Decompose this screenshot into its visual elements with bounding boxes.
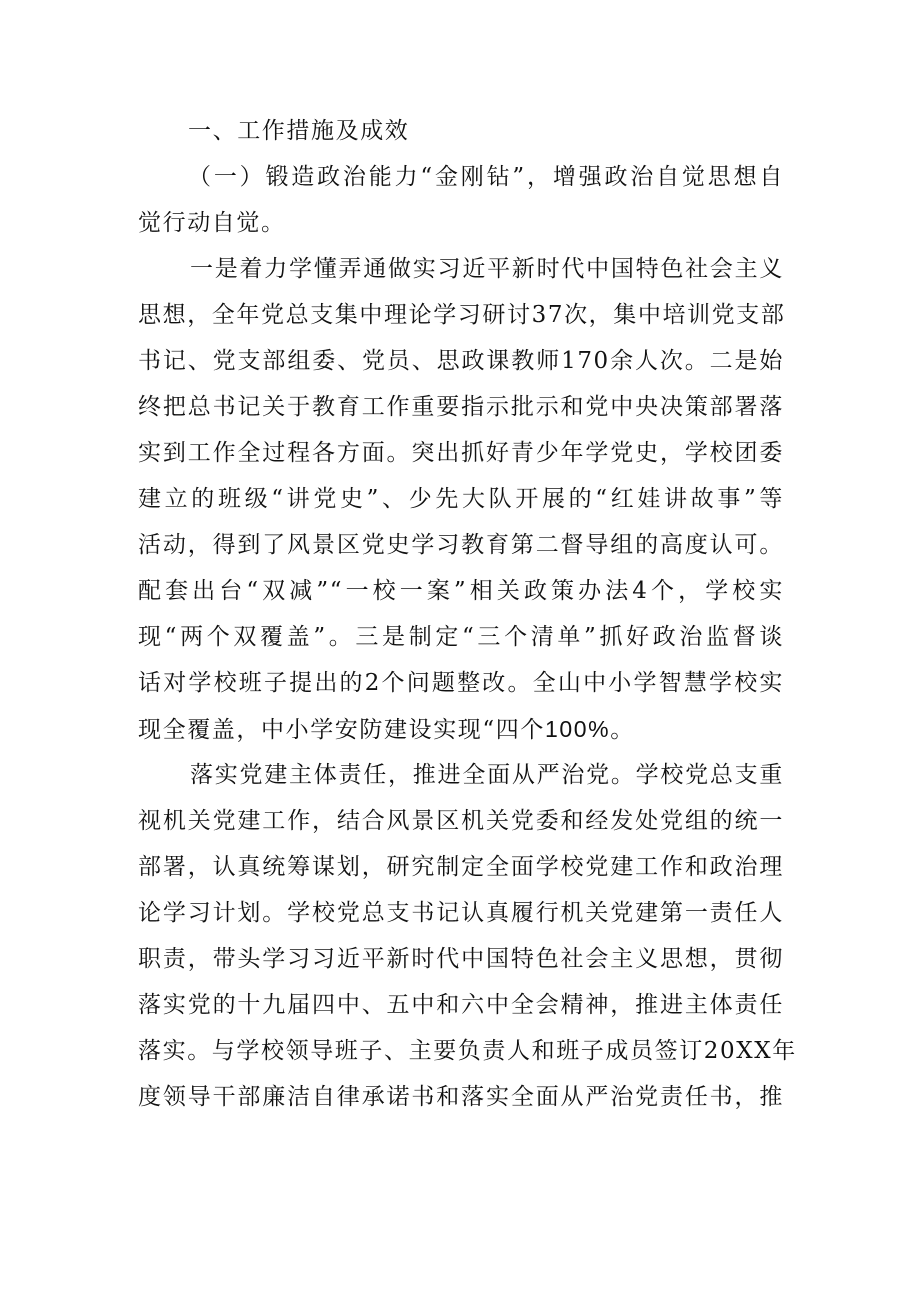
paragraph-1-last-percent: 100%。 — [544, 716, 635, 742]
paragraph-1-line-3: 书记、党支部组委、党员、思政课教师170余人次。二是始 — [138, 348, 784, 374]
paragraph-1-line-10: 话对学校班子提出的2个问题整改。全山中小学智慧学校实 — [138, 670, 784, 696]
section-heading: 一、工作措施及成效 — [188, 118, 410, 144]
paragraph-2-line-3: 部署，认真统筹谋划，研究制定全面学校党建工作和政治理 — [138, 854, 784, 880]
paragraph-1-line-7: 活动，得到了风景区党史学习教育第二督导组的高度认可。 — [138, 532, 784, 558]
paragraph-1-line-5: 实到工作全过程各方面。突出抓好青少年学党史，学校团委 — [138, 440, 784, 466]
paragraph-1-line-4: 终把总书记关于教育工作重要指示批示和党中央决策部署落 — [138, 394, 784, 420]
paragraph-1-last-text: 现全覆盖，中小学安防建设实现“四个 — [138, 717, 545, 743]
paragraph-2-line-5: 职责，带头学习习近平新时代中国特色社会主义思想，贯彻 — [138, 946, 784, 972]
paragraph-2-line-1: 落实党建主体责任，推进全面从严治党。学校党总支重 — [190, 762, 784, 788]
paragraph-2-line-6: 落实党的十九届四中、五中和六中全会精神，推进主体责任 — [138, 992, 784, 1018]
paragraph-2-line-2: 视机关党建工作，结合风景区机关党委和经发处党组的统一 — [138, 808, 784, 834]
paragraph-1-line-8: 配套出台“双减”“一校一案”相关政策办法4个，学校实 — [138, 578, 784, 604]
paragraph-1-line-1: 一是着力学懂弄通做实习近平新时代中国特色社会主义 — [190, 256, 784, 282]
paragraph-1-line-9: 现“两个双覆盖”。三是制定“三个清单”抓好政治监督谈 — [138, 624, 784, 650]
paragraph-1-line-11 — [138, 706, 784, 752]
paragraph-2-line-8: 度领导干部廉洁自律承诺书和落实全面从严治党责任书，推 — [138, 1084, 784, 1110]
subsection-heading-line-1: （一）锻造政治能力“金刚钻”，增强政治自觉思想自 — [188, 164, 784, 190]
document-body — [138, 108, 797, 1120]
paragraph-1-line-2: 思想，全年党总支集中理论学习研讨37次，集中培训党支部 — [138, 302, 786, 328]
subsection-heading-line-2: 觉行动自觉。 — [138, 210, 286, 236]
paragraph-2-line-7: 落实。与学校领导班子、主要负责人和班子成员签订20XX年 — [138, 1038, 797, 1064]
paragraph-2-line-4: 论学习计划。学校党总支书记认真履行机关党建第一责任人 — [138, 900, 784, 926]
paragraph-1-line-6: 建立的班级“讲党史”、少先大队开展的“红娃讲故事”等 — [138, 486, 784, 512]
